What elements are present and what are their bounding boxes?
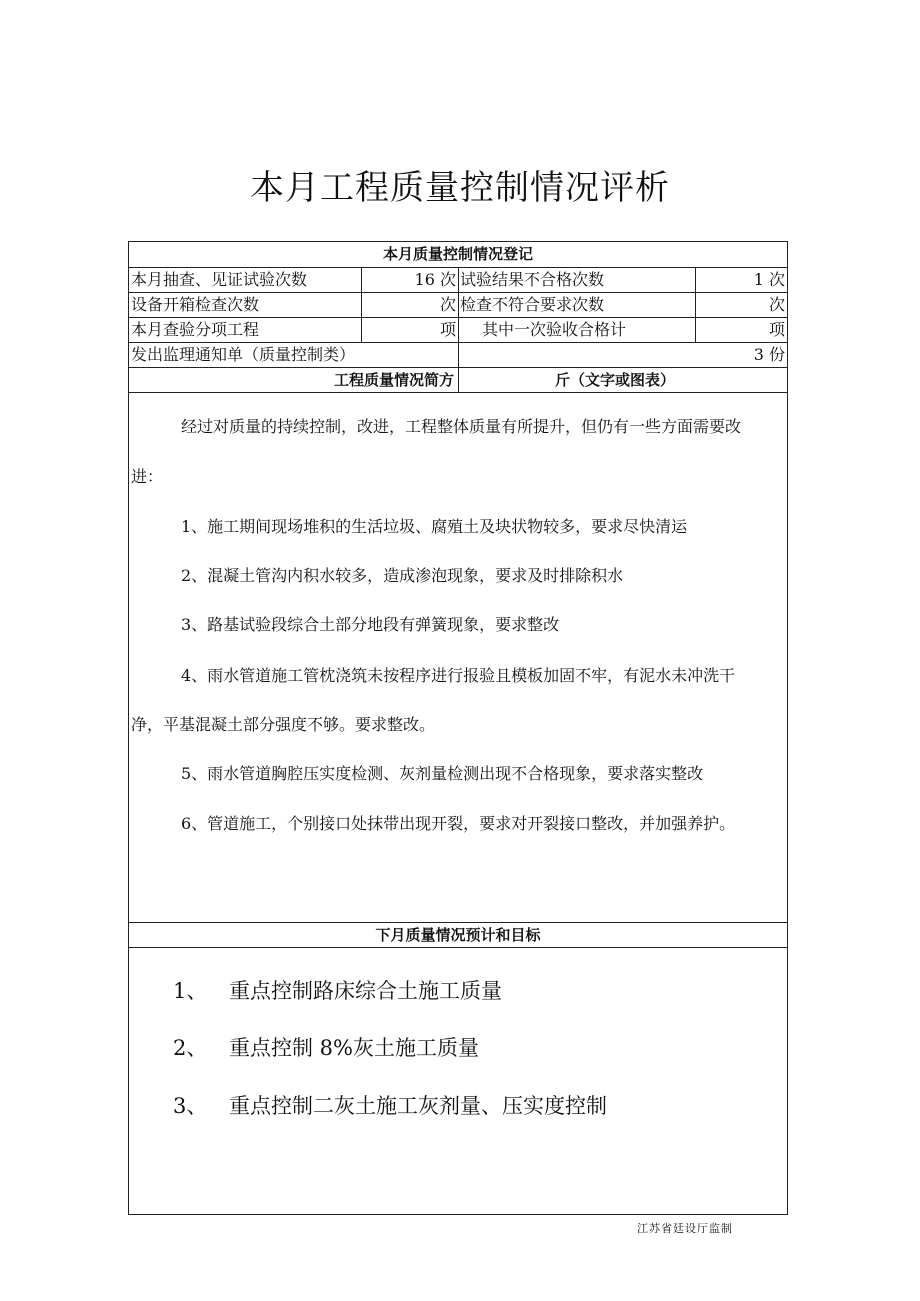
failed-test-label: 试验结果不合格次数 (460, 270, 605, 289)
equipment-check-label: 设备开箱检查次数 (131, 295, 260, 314)
equipment-check-value: 次 (439, 295, 456, 314)
summary-line: 5、雨水管道胸腔压实度检测、灰剂量检测出现不合格现象，要求落实整改 (181, 764, 704, 783)
goal-text: 重点控制二灰土施工灰剂量、压实度控制 (229, 1094, 607, 1118)
goal-text: 重点控制路床综合土施工质量 (229, 979, 502, 1003)
summary-line: 净，平基混凝土部分强度不够。要求整改。 (131, 715, 436, 734)
col-divider (458, 267, 459, 392)
nonconforming-check-value: 次 (768, 295, 785, 314)
first-pass-label: 其中一次验收合格计 (482, 320, 627, 339)
failed-test-value: 1 次 (753, 270, 785, 289)
summary-header-left: 工程质量情况简方 (333, 371, 454, 389)
goal-item (173, 975, 502, 1005)
goal-number: 1、 (173, 979, 208, 1003)
inspected-items-value: 项 (439, 320, 456, 339)
row-divider (129, 947, 787, 948)
summary-line: 3、路基试验段综合土部分地段有弹簧现象，要求整改 (181, 615, 560, 634)
footer-imprint: 江苏省廷设厅监制 (637, 1222, 733, 1235)
summary-header-right: 斤（文字或图表） (555, 371, 676, 389)
summary-line: 2、混凝土管沟内积水较多，造成渗泡现象，要求及时排除积水 (181, 566, 624, 585)
summary-line: 进： (131, 467, 164, 486)
test-count-label: 本月抽查、见证试验次数 (131, 270, 308, 289)
summary-line: 6、管道施工，个别接口处抹带出现开裂，要求对开裂接口整改，并加强养护。 (181, 814, 736, 833)
nonconforming-check-label: 检查不符合要求次数 (460, 295, 605, 314)
inspected-items-label: 本月查验分项工程 (131, 320, 260, 339)
summary-line: 4、雨水管道施工管枕浇筑未按程序进行报验且模板加固不牢，有泥水未冲洗干 (181, 666, 736, 685)
goal-text: 重点控制 8%灰土施工质量 (229, 1036, 479, 1060)
goal-item (173, 1032, 479, 1062)
goal-number: 3、 (173, 1094, 208, 1118)
goal-number: 2、 (173, 1036, 208, 1060)
notice-value: 3 份 (753, 345, 785, 364)
notice-label: 发出监理通知单（质量控制类） (131, 345, 356, 364)
first-pass-value: 项 (768, 320, 785, 339)
row-divider (129, 392, 787, 393)
page-title: 本月工程质量控制情况评析 (250, 168, 670, 208)
next-month-header: 下月质量情况预计和目标 (375, 926, 541, 944)
registry-header: 本月质量控制情况登记 (382, 245, 533, 263)
test-count-value: 16 次 (414, 270, 456, 289)
quality-form-table (128, 241, 788, 1215)
goal-item (173, 1090, 607, 1120)
summary-line: 经过对质量的持续控制，改进，工程整体质量有所提升，但仍有一些方面需要改 (181, 417, 742, 436)
summary-line: 1、施工期间现场堆积的生活垃圾、腐殖土及块状物较多，要求尽快清运 (181, 517, 688, 536)
